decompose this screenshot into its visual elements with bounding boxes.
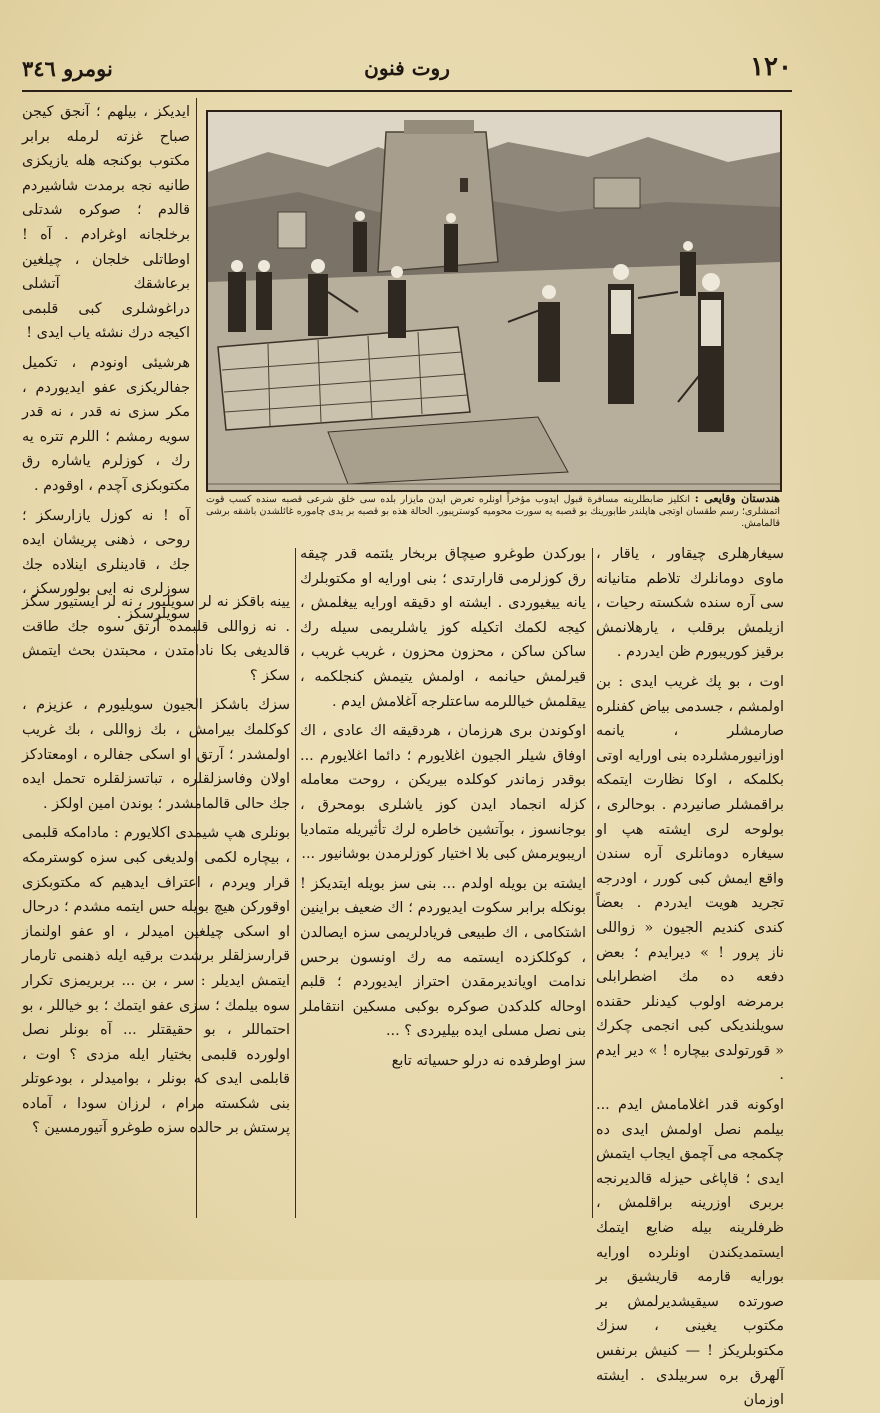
header-rule	[22, 90, 792, 92]
text-column-left-top	[22, 100, 190, 622]
paragraph: بونلرى هپ شيمدى اكلايورم : مادامكه قلبمى ، بيچاره لكمى اولديغى كبى سزه كوسترمكه قرار ويردم ، اعتراف ايدهيم كه مكتوبكزى اوقورکن هيچ بويله حس ايتمه مشدم ؛ درحال او اسكى چيلغين اميدلر ، او عفو اولنماز قرارسزلقلر برشدت برقيه ايله ذهنمى تارمار ايتمش ايديلر : سر ، بن ... بربريمزى تكرار سوه بيلمك ؛ سزى عفو ايتمك ؛ بو خياللر ، بو احتماللر ، بو حقيقتلر ... آه بونلر نصل اولورده قلبمى بختيار ايله مزدى ؟ اوت ، قابلمى ايدى كه بونلر ، بواميدلر ، بودعوتلر بنى شكسته مرام ، لرزان سودا ، آماده پرستش بر حالده سزه طوغرو آتيورمسين ؟	[22, 825, 290, 1137]
text-column-left-bottom	[22, 590, 290, 1214]
paragraph: بوركدن طوغرو صيچاق بربخار يئتمه قدر چيقه رق كوزلرمى قارارتدى ؛ بنى اورايه او مكتوبلرك يانه ييغيوردى . ايشته او دقيقه اورايه ييغلمش ، كيجه لكمك اتكيله كوز ياشلريمى سيله رك ساكن ساكن ، محزون محزون ، غريب غريب ، قيرلمش حيانمه ، اولمش يتيمش كنجلكمه ، ييقلمش خياللرمه ساعتلرجه آغلامش ايدم .	[300, 546, 586, 710]
paragraph: سيغارهلرى چيقاور ، ياقار ، ماوى دومانلرك تلاطم متانيانه سى آره سنده شكسته رحيات ، ازيلمش برقلب ، يارهلانمش برقيز كوريبورم ظن ايدردم .	[596, 546, 784, 661]
caption-title: هندستان وقايعى :	[694, 492, 780, 505]
paragraph: اوكونه قدر اغلامامش ايدم ... بيلمم نصل اولمش ايدى ده چكمجه مى آچمق ايجاب ايتمش ايدى ؛ قاپاغى حيزله قالديرنجه بربرى اوزرينه براقلمش ، ظرفلرينه بيله ضايع ايتمك ايستمديكندن اونلرده اورايه بورايه قارمه قاريشيق بر صورتده سيقيشديرلمش بر مكتوب يغينى ، سزك مكتوبلريكز ! — كنيش برنفس آلهرق بره سربيلدى . ايشته اوزمان	[596, 1097, 784, 1409]
paragraph: اوكوندن برى هرزمان ، هردقيقه اك عادى ، اك اوفاق شيلر الجيون اغلايورم ؛ دائما اغلايورم ... بوقدر زماندر كوكلده بيريكن ، روحت معامله كزله انجماد ايدن كوز ياشلرى بومحرق ، بوجانسوز ، بوآتشين خاطره لرك تأثيريله متماديا اريبويرمش كبى بلا اختيار كوزلرمدن بوشانيور ...	[300, 723, 586, 863]
paragraph: يينه باقكز نه لر سويليور ، نه لر ايستيور سكز . نه زواللى قلبمده آرتق سوه جك طاقت قالديغى بكا نادامتدن ، محبتدن بحث ايتمش سكز ؟	[22, 594, 290, 684]
text-column-middle	[300, 542, 586, 1216]
page-header	[22, 52, 792, 88]
paragraph: ايشته بن بويله اولدم ... بنى سز بويله ايتديكز ! بونكله برابر سكوت ايديوردم ؛ اك ضعيف براينين اشتكامى ، اك طبيعى فريادلريمى سزه ايصالدن ، كوكلكزده ايستمه مه رك اونسون برحس ندامت اويانديرمقدن احتراز ايديوردم ؛ قلبم اوحاله كلدكدن صوكره بوكبى مسكين انتقاملر بنى نصل مسلى ايده بيليردى ؟ ...	[300, 875, 586, 1040]
paragraph: آه ! نه كوزل يازارسكز ؛ روحى ، ذهنى پريشان ايده جك ، قادينلرى اينلاده جك سوزلرى نه ايى بولورسكز ، سويلرسكز .	[22, 507, 190, 622]
text-column-right	[596, 542, 784, 1409]
paragraph: سز اوطرفده نه درلو حسياته تابع	[391, 1052, 586, 1069]
paragraph: هرشيئى اونودم ، تكميل جفالريكزى عفو ايديوردم ، مكر سزى نه قدر ، نه قدر سويه رمشم ؛ اللرم تتره يه رك ، كوزلرم ياشاره رق مكتوبكزى آچدم ، اوقودم .	[22, 354, 190, 494]
caption-text: انكليز ضابطلرينه مسافرة قبول ايدوب مؤخراً اونلره تعرض ايدن مايزار بلده سى خلق شرعى قصبه سنده كسب قوت اتمشلرى؛ رسم طقسان اوتجى هاپلندر طابورينك بو قصبه يه سورت محوميه كوستريبور. الحالة هذه بو قصبه بر يدى چاموره غائلشدن باشقه برشى قالمامش.	[206, 494, 780, 529]
issue-number: نومرو ٣٤٦	[22, 56, 113, 81]
paragraph: ايديكز ، بيلهم ؛ آنجق كيجن صباح غزته لرمله برابر مكتوب بوكنجه هله يازيكزى طانيه نجه برمدت شاشيردم قالدم ؛ صوكره شدتلى برخلجانه اوغرادم . آه ! اوطاتلى خلجان ، چيلغين برعاشقك آتشلى دراغوشلرى كبى قلبمى اكيجه درك نشئه ياب ايدى !	[22, 104, 190, 342]
figure-caption	[206, 493, 780, 549]
paragraph: سزك باشكز الجيون سويليورم ، عزيزم ، كوكلمك بيرامش ، بك زواللى ، بك غريب اولمشدر ؛ آرتق او اسكى جفالره ، اومعتادكز اولان وفاسزلقلره ، تباتسزلقلره تحمل ايده جك حالى قالمامشدر ؛ بوندن امين اولكز .	[22, 697, 290, 812]
journal-title: روت فنون	[364, 56, 450, 80]
paragraph: اوت ، بو پك غريب ايدى : بن اولمشم ، جسدمى بياض كفنلره صارمشلر ، يانمه اوزانيورمشلرده بنى اورايه اوتى بكلمكه ، اوكا نظارت ايتمكه براقمشلر صانيردم . بوحالرى ، بولوحه لرى ايشته هپ او سيغاره دومانلرى آره سندن واقع ايمش كبى كورر ، اودرجه تجريد هويت ايدردم . بعضاً كندى كنديم الجيون « زواللى ناز پرور ! » ديرايدم ؛ بعض دفعه ده مك اضطرابلى برمرضه اولوب كيدنلر حقنده سويلنديكى كبى انجمى چكرك « قورتولدى بيچاره ! » دير ايدم .	[596, 673, 784, 1084]
column-divider	[295, 548, 296, 1218]
column-divider	[592, 548, 593, 1218]
page-number: ١٢٠	[750, 52, 792, 82]
illustration	[206, 110, 782, 492]
engraving-illustration	[208, 112, 780, 490]
